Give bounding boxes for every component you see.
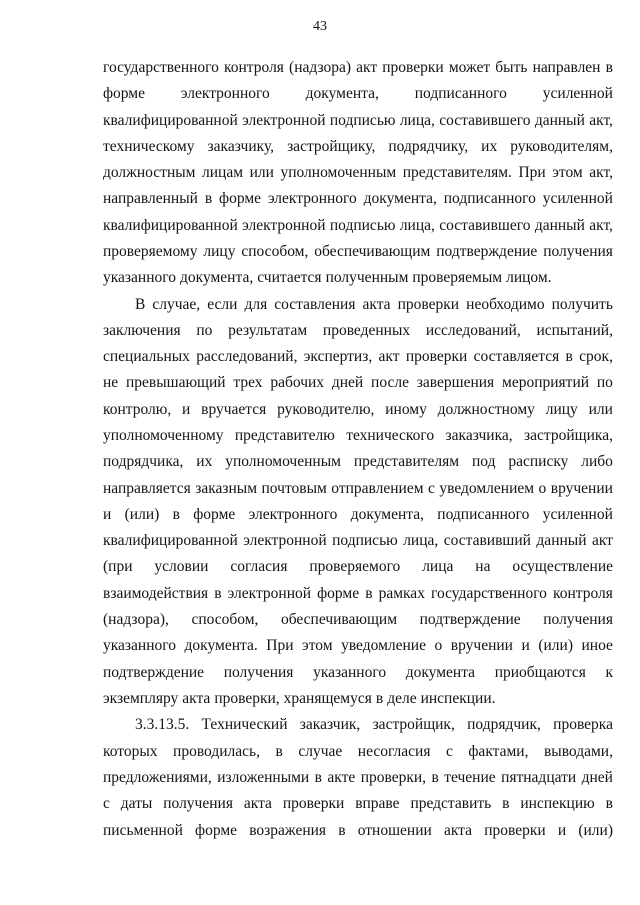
word: (или) (124, 506, 160, 523)
text-line (103, 742, 613, 762)
word: государственного (103, 59, 219, 76)
word: электронной (227, 585, 312, 602)
word: лицу (203, 243, 236, 260)
word: усиленной (542, 85, 613, 102)
word: Технический (201, 716, 288, 733)
word: указанного (103, 269, 176, 286)
word: При (266, 637, 294, 654)
word: получить (551, 296, 613, 313)
word: изложенными (217, 769, 310, 786)
word: и (182, 401, 191, 418)
word: подрядчика, (103, 453, 184, 470)
word: контролю, (103, 401, 172, 418)
word: акта (243, 795, 272, 812)
word: обеспечивающим (314, 243, 431, 260)
word: документа, (363, 190, 437, 207)
word: не (103, 374, 119, 391)
text-line (103, 400, 613, 420)
word: проверки, (214, 690, 280, 707)
word: течение (444, 769, 496, 786)
word: заказчика, (445, 427, 513, 444)
word: При (518, 164, 546, 181)
word: вправе (355, 795, 400, 812)
word: лицам (202, 164, 244, 181)
word: акт, (589, 112, 613, 129)
word: направляется (103, 480, 191, 497)
word: отправлением (331, 480, 424, 497)
word: согласия (230, 558, 288, 575)
word: заказным (195, 480, 258, 497)
word: данный (536, 532, 587, 549)
word: дней (581, 769, 613, 786)
word: и (557, 822, 567, 839)
word: испытаний, (536, 322, 613, 339)
word: расследований, (196, 348, 298, 365)
word: представить (410, 795, 492, 812)
word: электронной (243, 532, 327, 549)
word: акта (443, 822, 473, 839)
word: акт (356, 59, 378, 76)
word: государственного (431, 585, 547, 602)
word: предложениями, (103, 769, 212, 786)
word: лица, (399, 217, 435, 234)
word: этом (552, 164, 583, 181)
word: проверки (397, 296, 460, 313)
word: срок, (579, 348, 613, 365)
word: в (502, 795, 510, 812)
word: подтверждение (419, 611, 521, 628)
word: составившего (439, 217, 531, 234)
word: данный (534, 217, 585, 234)
word: документа, (180, 269, 254, 286)
text-line (103, 505, 613, 525)
word: либо (581, 453, 613, 470)
word: специальных (103, 348, 190, 365)
word: указанного (313, 664, 387, 681)
word: лица, (403, 532, 439, 549)
word: с (445, 743, 453, 760)
word: документа (405, 664, 476, 681)
word: акта (182, 690, 211, 707)
text-line (103, 137, 613, 157)
word: иному (385, 401, 427, 418)
word: указанного (103, 637, 176, 654)
word: документа, (350, 506, 424, 523)
word: электронной (242, 217, 326, 234)
word: форме (219, 190, 262, 207)
word: в (605, 59, 613, 76)
word: о (538, 480, 547, 497)
word: направлен (532, 59, 601, 76)
word: вручается (201, 401, 267, 418)
word: деле (387, 690, 417, 707)
word: взаимодействия (103, 585, 209, 602)
word: застройщика, (524, 427, 613, 444)
word: если (207, 296, 238, 313)
word: способом, (241, 243, 309, 260)
word: которых (103, 743, 158, 760)
word: квалифицированной (103, 217, 238, 234)
text-line (103, 58, 613, 78)
word: усиленной (542, 506, 613, 523)
word: уведомление (341, 637, 426, 654)
word: квалифицированной (103, 532, 238, 549)
word: в (338, 822, 346, 839)
word: экспертиз, (303, 348, 373, 365)
word: результатам (228, 322, 308, 339)
text-line (103, 426, 613, 446)
word: лица, (399, 112, 435, 129)
word: способом, (191, 611, 259, 628)
word: лица (422, 558, 454, 575)
text-line (103, 610, 613, 630)
word: вручении (450, 637, 513, 654)
text-line (103, 189, 613, 209)
text-line (135, 715, 613, 735)
text-line (103, 479, 613, 499)
text-line (135, 295, 613, 315)
text-line (103, 531, 613, 551)
word: 3.3.13.5. (135, 716, 190, 733)
word: иное (581, 637, 613, 654)
word: несогласия (357, 743, 431, 760)
word: (надзора) (289, 59, 352, 76)
word: контроля (224, 59, 284, 76)
text-line (103, 557, 613, 577)
word: в (431, 769, 439, 786)
word: технического (346, 427, 435, 444)
word: возражения (249, 822, 327, 839)
word: подрядчик, (467, 716, 541, 733)
word: полученным (325, 269, 409, 286)
text-line (103, 242, 613, 262)
text-line (103, 768, 613, 788)
text-line (103, 663, 613, 683)
word: дней (331, 374, 364, 391)
word: по (596, 374, 613, 391)
word: проверки, (360, 769, 427, 786)
word: в (275, 743, 283, 760)
word: заказчику, (207, 138, 275, 155)
word: по (196, 322, 213, 339)
word: для (244, 296, 268, 313)
word: в (605, 795, 613, 812)
word: вручении (550, 480, 613, 497)
word: их (196, 453, 213, 470)
word: техническому (103, 138, 195, 155)
word: акте (327, 769, 356, 786)
word: в (375, 690, 384, 707)
word: необходимо (466, 296, 545, 313)
word: в (314, 769, 322, 786)
word: акт (378, 348, 400, 365)
word: их (481, 138, 498, 155)
word: форме (103, 85, 145, 102)
word: случае (298, 743, 343, 760)
word: получения (223, 664, 294, 681)
word: подписью (329, 217, 396, 234)
word: в (172, 506, 180, 523)
word: инспекции. (420, 690, 496, 707)
text-line (103, 163, 613, 183)
word: контроля (552, 585, 613, 602)
word: составившего (439, 112, 531, 129)
word: в (365, 585, 373, 602)
word: лицу (545, 401, 578, 418)
word: электронного (267, 190, 357, 207)
word: уведомлением (439, 480, 535, 497)
word: под (471, 453, 496, 470)
word: осуществление (512, 558, 613, 575)
word: проверяемого (309, 558, 401, 575)
text-line (103, 821, 613, 841)
text-line (103, 268, 613, 288)
word: трех (233, 374, 263, 391)
word: подписью (332, 532, 398, 549)
text-line (103, 84, 613, 104)
word: подписанного (437, 506, 530, 523)
word: рабочих (270, 374, 325, 391)
word: проверки (405, 348, 468, 365)
word: усиленной (542, 190, 613, 207)
word: электронной (242, 112, 326, 129)
word: акт (591, 532, 613, 549)
word: письменной (103, 822, 183, 839)
page-number: 43 (313, 19, 327, 34)
word: получения (543, 243, 613, 260)
word: после (371, 374, 409, 391)
word: уполномоченному (103, 427, 224, 444)
word: подписанного (414, 85, 507, 102)
word: почтовым (261, 480, 327, 497)
word: руководителям, (510, 138, 613, 155)
word: заказчик, (299, 716, 361, 733)
word: на (475, 558, 491, 575)
text-line (103, 636, 613, 656)
word: получения (543, 611, 613, 628)
word: застройщику, (287, 138, 376, 155)
word: акта (362, 296, 391, 313)
word: приобщаются (494, 664, 586, 681)
word: лицом. (506, 269, 552, 286)
word: проверки (282, 795, 345, 812)
word: акт, (589, 164, 613, 181)
word: документа, (305, 85, 379, 102)
word: руководителю, (277, 401, 375, 418)
text-line (103, 689, 613, 709)
word: проведенных (322, 322, 411, 339)
word: заключения (103, 322, 181, 339)
word: даты (120, 795, 153, 812)
word: подтверждение (436, 243, 538, 260)
word: (или) (538, 637, 573, 654)
word: представителям (353, 453, 460, 470)
word: условии (154, 558, 209, 575)
word: может (448, 59, 491, 76)
word: исследований, (425, 322, 521, 339)
word: быть (495, 59, 528, 76)
text-line (103, 321, 613, 341)
word: в (204, 190, 213, 207)
word: (или) (578, 822, 613, 839)
text-line (103, 111, 613, 131)
word: форме (195, 822, 238, 839)
word: проводилась, (173, 743, 260, 760)
word: (при (103, 558, 133, 575)
word: должностным (103, 164, 196, 181)
word: должностному (437, 401, 535, 418)
word: подписью (329, 112, 396, 129)
word: проверки (382, 59, 444, 76)
word: экземпляру (103, 690, 179, 707)
word: превышающий (126, 374, 226, 391)
word: электронного (180, 85, 270, 102)
word: В (135, 296, 146, 313)
word: подписанного (443, 190, 536, 207)
word: форме (317, 585, 360, 602)
word: обеспечивающим (280, 611, 398, 628)
word: с (428, 480, 435, 497)
word: подрядчику, (388, 138, 469, 155)
text-line (103, 584, 613, 604)
word: в (565, 348, 573, 365)
word: документа. (184, 637, 258, 654)
text-line (103, 347, 613, 367)
word: с (103, 795, 110, 812)
word: форме (193, 506, 236, 523)
word: составляется (473, 348, 560, 365)
word: хранящемуся (283, 690, 372, 707)
word: и (103, 506, 112, 523)
text-line (103, 794, 613, 814)
word: электронного (248, 506, 338, 523)
word: рамках (378, 585, 425, 602)
word: проверка (553, 716, 613, 733)
word: случае, (152, 296, 201, 313)
word: считается (257, 269, 322, 286)
word: представителям. (402, 164, 512, 181)
word: пятнадцати (501, 769, 577, 786)
word: получения (163, 795, 233, 812)
word: завершения (416, 374, 495, 391)
word: уполномоченным (225, 453, 341, 470)
word: и (521, 637, 530, 654)
word: подтверждение (103, 664, 205, 681)
word: о (434, 637, 443, 654)
word: направленный (103, 190, 198, 207)
word: проверяемому (103, 243, 198, 260)
word: к (605, 664, 613, 681)
word: выводами, (543, 743, 613, 760)
text-line (103, 216, 613, 236)
word: застройщик, (372, 716, 455, 733)
word: инспекцию (520, 795, 595, 812)
word: составления (274, 296, 356, 313)
word: отношении (357, 822, 432, 839)
word: или (249, 164, 274, 181)
word: в (214, 585, 222, 602)
word: уполномоченным (280, 164, 397, 181)
word: проверяемым (412, 269, 503, 286)
word: (надзора), (103, 611, 169, 628)
word: фактами, (468, 743, 529, 760)
word: расписку (508, 453, 569, 470)
word: данный (534, 112, 585, 129)
word: проверки (484, 822, 546, 839)
word: мероприятий (502, 374, 590, 391)
word: акт, (589, 217, 613, 234)
word: или (588, 401, 613, 418)
text-line (103, 373, 613, 393)
word: представителю (234, 427, 335, 444)
word: квалифицированной (103, 112, 238, 129)
word: этом (302, 637, 333, 654)
text-line (103, 452, 613, 472)
word: составивший (443, 532, 531, 549)
